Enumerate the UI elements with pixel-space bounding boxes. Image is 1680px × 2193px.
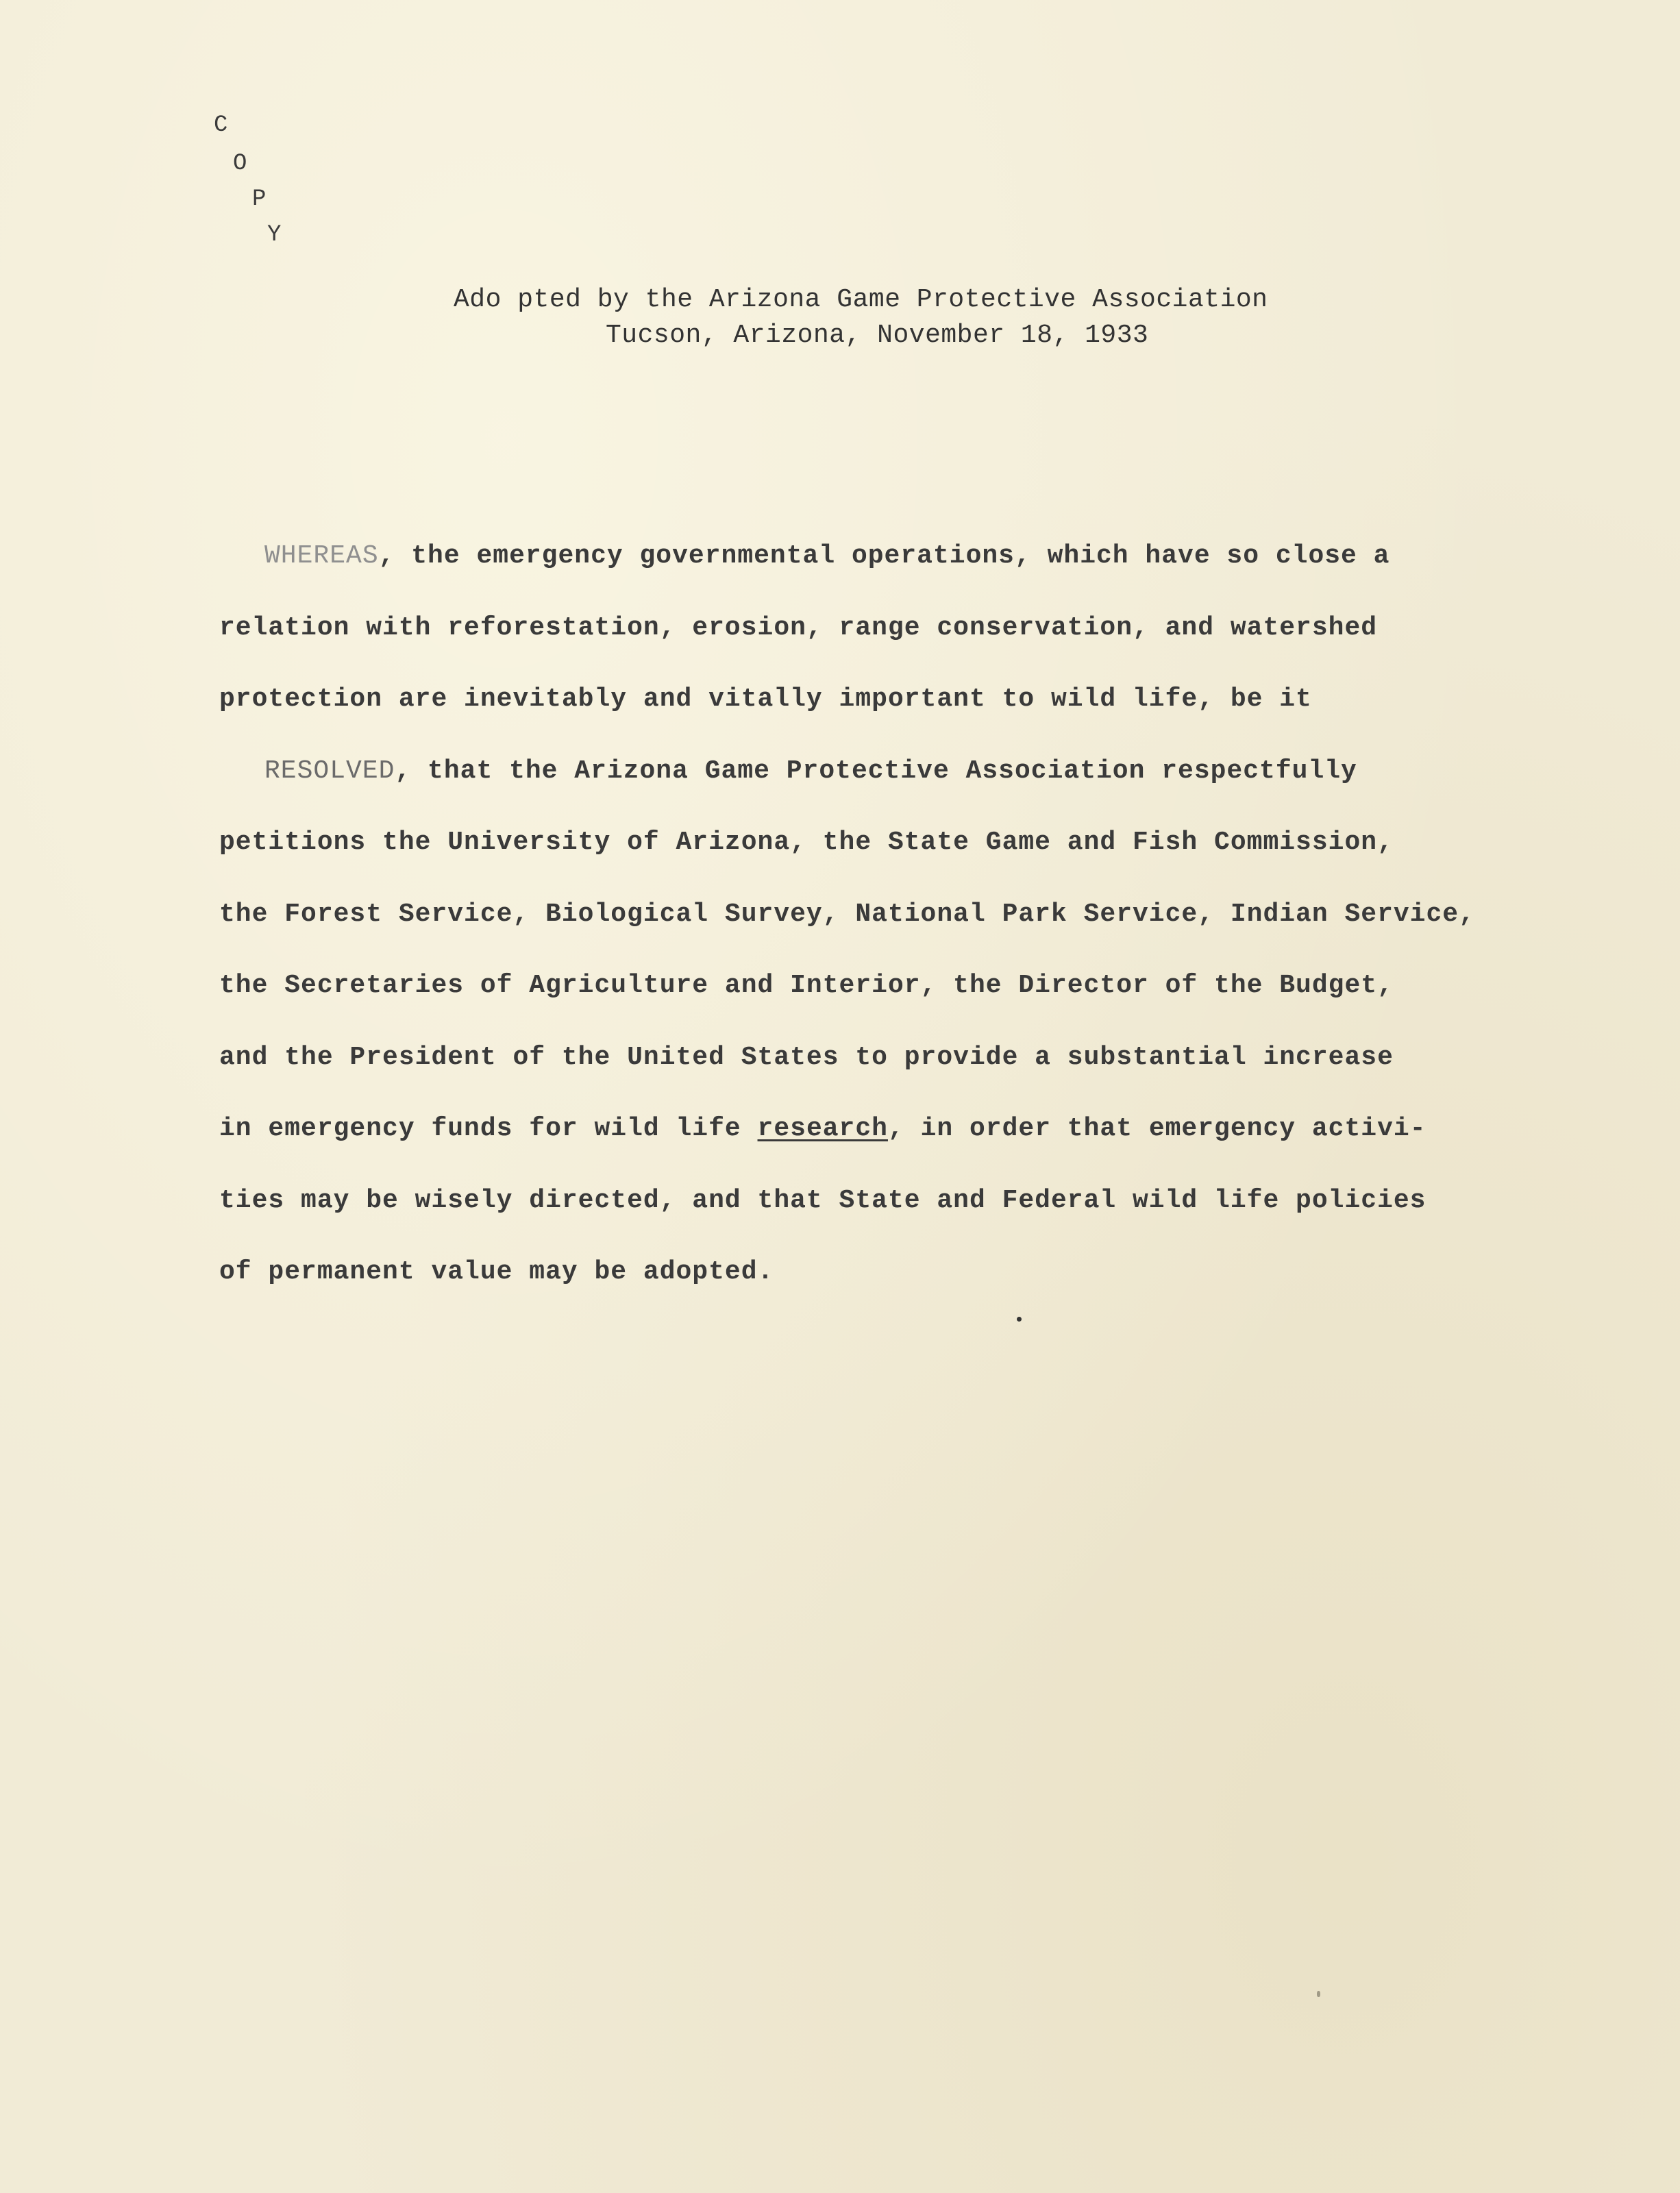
copy-letter-y: Y xyxy=(267,222,282,248)
body-line-1-text: , the emergency governmental operations, which have so close a xyxy=(378,541,1390,571)
body-line-7: the Secretaries of Agriculture and Interior, the Director of the Budget, xyxy=(219,971,1394,1000)
body-line-5: petitions the University of Arizona, the State Game and Fish Commission, xyxy=(219,828,1394,857)
body-line-6: the Forest Service, Biological Survey, National Park Service, Indian Service, xyxy=(219,899,1475,929)
heading-adoption-line: Ado pted by the Arizona Game Protective Association xyxy=(454,285,1268,314)
copy-letter-c: C xyxy=(214,112,228,138)
body-line-2: relation with reforestation, erosion, range conservation, and watershed xyxy=(219,612,1378,643)
body-line-9-pre: in emergency funds for wild life xyxy=(219,1114,758,1143)
copy-stamp xyxy=(206,110,315,253)
body-line-8: and the President of the United States to provide a substantial increase xyxy=(219,1042,1394,1072)
document-heading xyxy=(411,282,1370,354)
body-line-1 xyxy=(219,521,1562,593)
copy-letter-p: P xyxy=(252,186,267,212)
resolved-label: RESOLVED xyxy=(264,756,395,786)
body-line-9 xyxy=(219,1093,1562,1165)
ink-dot xyxy=(1017,1317,1022,1322)
whereas-label: WHEREAS xyxy=(264,541,379,571)
body-line-11: of permanent value may be adopted. xyxy=(219,1257,774,1287)
research-underlined-word: research xyxy=(757,1114,888,1143)
body-line-4-text: , that the Arizona Game Protective Association respectfully xyxy=(395,756,1357,786)
resolution-body xyxy=(219,521,1562,1309)
body-line-10: ties may be wisely directed, and that State and Federal wild life policies xyxy=(219,1185,1426,1215)
heading-place-date-line: Tucson, Arizona, November 18, 1933 xyxy=(606,321,1149,350)
paper-speck xyxy=(1317,1991,1320,1997)
copy-letter-o: O xyxy=(233,151,247,177)
body-line-4 xyxy=(219,736,1562,808)
body-line-9-post: , in order that emergency activi- xyxy=(887,1114,1426,1143)
body-line-3: protection are inevitably and vitally important to wild life, be it xyxy=(219,684,1312,714)
